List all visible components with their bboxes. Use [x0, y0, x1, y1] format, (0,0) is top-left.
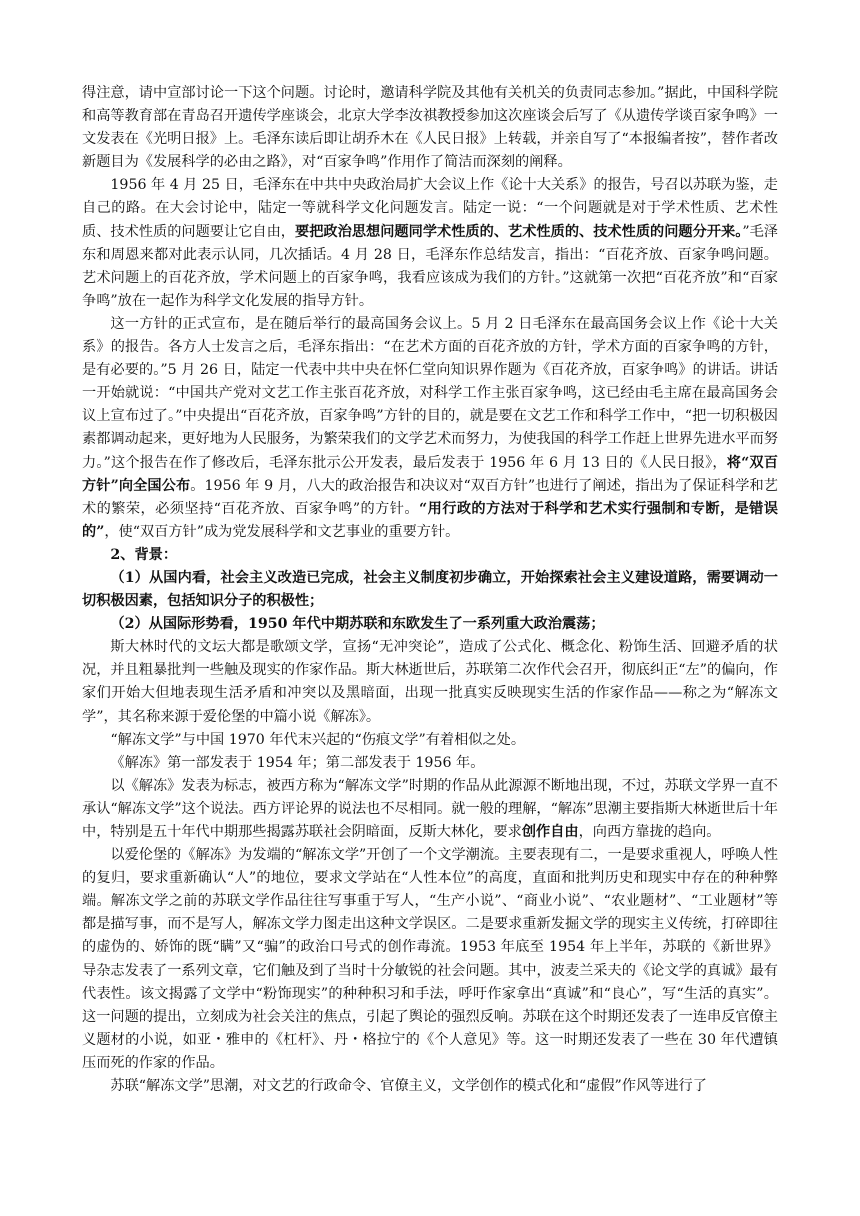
paragraph-text: 。1956 年 9 月，八大的政治报告和决议对“双百方针”也进行了阐述，指出为了保证科学和艺术的繁荣，必须坚持“百花齐放、百家争鸣”的方针。	[82, 477, 778, 517]
paragraph-text: 这一方针的正式宣布，是在随后举行的最高国务会议上。5 月 2 日毛泽东在最高国务会议上作《论十大关系》的报告。各方人士发言之后，毛泽东指出：“在艺术方面的百花齐放的方针，学术方面的百家争鸣的方针，是有必要的。”5 月 26 日，陆定一代表中共中央在怀仁堂向知识界作题为《百花齐放，百家争鸣》的讲话。讲话一开始就说：“中国共产党对文艺工作主张百花齐放，对科学工作主张百家争鸣，这已经由毛主席在最高国务会议上宣布过了。”中央提出“百花齐放，百家争鸣”方针的目的，就是要在文艺工作和科学工作中，“把一切积极因素都调动起来，更好地为人民服务，为繁荣我们的文学艺术而努力，为使我国的科学工作赶上世界先进水平而努力。”这个报告在作了修改后，毛泽东批示公开发表，最后发表于 1956 年 6 月 13 日的《人民日报》，	[82, 315, 778, 471]
paragraph-ten-relations	[82, 174, 778, 313]
emphasis-text: 将“双百方针”向全国公布	[82, 454, 778, 494]
paragraph-text: 以《解冻》发表为标志，被西方称为“解冻文学”时期的作品从此源源不断地出现，不过，苏联文学界一直不承认“解冻文学”这个说法。西方评论界的说法也不尽相同。就一般的理解，“解冻”思潮主要指斯大林逝世后十年中，特别是五十年代中期那些揭露苏联社会阴暗面，反斯大林化，要求	[82, 777, 778, 840]
paragraph-formal-announcement	[82, 313, 778, 544]
paragraph-thaw-period	[82, 775, 778, 844]
paragraph-text: ，使“双百方针”成为党发展科学和文艺事业的重要方针。	[104, 523, 460, 540]
paragraph-thaw-trend	[82, 844, 778, 1075]
emphasis-text: “用行政的方法对于科学和艺术实行强制和专断，是错误的”	[82, 500, 778, 540]
paragraph-text: 以爱伦堡的《解冻》为发端的“解冻文学”开创了一个文学潮流。主要表现有二，一是要求重视人，呼唤人性的复归，要求重新确认“人”的地位，要求文学站在“人性本位”的高度，直面和批判历史和现实中存在的种种弊端。解冻文学之前的苏联文学作品往往写事重于写人，“生产小说”、“商业小说”、“农业题材”、“工业题材”等都是描写事，而不是写人，解冻文学力图走出这种文学误区。二是要求重新发掘文学的现实主义传统，打碎即往的虚伪的、娇饰的既“瞒”又“骗”的政治口号式的创作毒流。1953 年底至 1954 年上半年，苏联的《新世界》导杂志发表了一系列文章，它们触及到了当时十分敏锐的社会问题。其中，波麦兰采夫的《论文学的真诚》最有代表性。该文揭露了文学中“粉饰现实”的种种积习和手法，呼吁作家拿出“真诚”和“良心”，写“生活的真实”。这一问题的提出，立刻成为社会关注的焦点，引起了舆论的强烈反响。苏联在这个时期还发表了一连串反官僚主义题材的小说，如亚・雅申的《杠杆》、丹・格拉宁的《个人意见》等。这一时期还发表了一些在 30 年代遭镇压而死的作家的作品。	[82, 847, 778, 1071]
paragraph-text: 斯大林时代的文坛大都是歌颂文学，宣扬“无冲突论”，造成了公式化、概念化、粉饰生活、回避矛盾的状况，并且粗暴批判一些触及现实的作家作品。斯大林逝世后，苏联第二次作代会召开，彻底纠正“左”的偏向，作家们开始大但地表现生活矛盾和冲突以及黑暗面，出现一批真实反映现实生活的作家作品——称之为“解冻文学”，其名称来源于爱伦堡的中篇小说《解冻》。	[82, 639, 778, 725]
paragraph-scar-literature	[82, 729, 778, 752]
paragraph-text: 苏联“解冻文学”思潮，对文艺的行政命令、官僚主义，文学创作的模式化和“虚假”作风等进行了	[110, 1078, 707, 1095]
paragraph-stalin-era	[82, 636, 778, 728]
paragraph-text: ，向西方靠拢的趋向。	[578, 824, 721, 840]
paragraph-text: 《解冻》第一部发表于 1954 年；第二部发表于 1956 年。	[110, 754, 485, 771]
emphasis-text: 创作自由	[521, 824, 579, 840]
paragraph-genetics-symposium	[82, 82, 778, 174]
background-point-domestic: （1）从国内看，社会主义改造已完成，社会主义制度初步确立，开始探索社会主义建设道路，需要调动一切积极因素，包括知识分子的积极性；	[82, 569, 778, 610]
background-point-international: （2）从国际形势看，1950 年代中期苏联和东欧发生了一系列重大政治震荡；	[110, 616, 605, 633]
paragraph-text: 得注意，请中宣部讨论一下这个问题。讨论时，邀请科学院及其他有关机关的负责同志参加。”据此，中国科学院和高等教育部在青岛召开遗传学座谈会，北京大学李汝祺教授参加这次座谈会后写了《从遗传学谈百家争鸣》一文发表在《光明日报》上。毛泽东读后即让胡乔木在《人民日报》上转载，并亲自写了“本报编者按”，替作者改新题目为《发展科学的必由之路》，对“百家争鸣”作用作了简洁而深刻的阐释。	[82, 85, 778, 171]
paragraph-text: ”毛泽东和周恩来都对此表示认同，几次插话。4 月 28 日，毛泽东作总结发言，指出：“百花齐放、百家争鸣问题。艺术问题上的百花齐放，学术问题上的百家争鸣，我看应该成为我们的方针。”这就第一次把“百花齐放”和“百家争鸣”放在一起作为科学文化发展的指导方针。	[82, 223, 778, 309]
paragraph-text: “解冻文学”与中国 1970 年代末兴起的“伤痕文学”有着相似之处。	[110, 731, 526, 748]
section-heading-background: 2、背景：	[110, 546, 178, 563]
paragraph-thaw-critique	[82, 1075, 778, 1098]
emphasis-text: 要把政治思想问题同学术性质的、艺术性质的、技术性质的问题分开来。	[295, 223, 743, 240]
paragraph-text: 1956 年 4 月 25 日，毛泽东在中共中央政治局扩大会议上作《论十大关系》的报告，号召以苏联为鉴，走自己的路。在大会讨论中，陆定一等就科学文化问题发言。陆定一说：“一个问题就是对于学术性质、艺术性质、技术性质的问题要让它自由，	[82, 177, 778, 240]
paragraph-thaw-publication	[82, 752, 778, 775]
